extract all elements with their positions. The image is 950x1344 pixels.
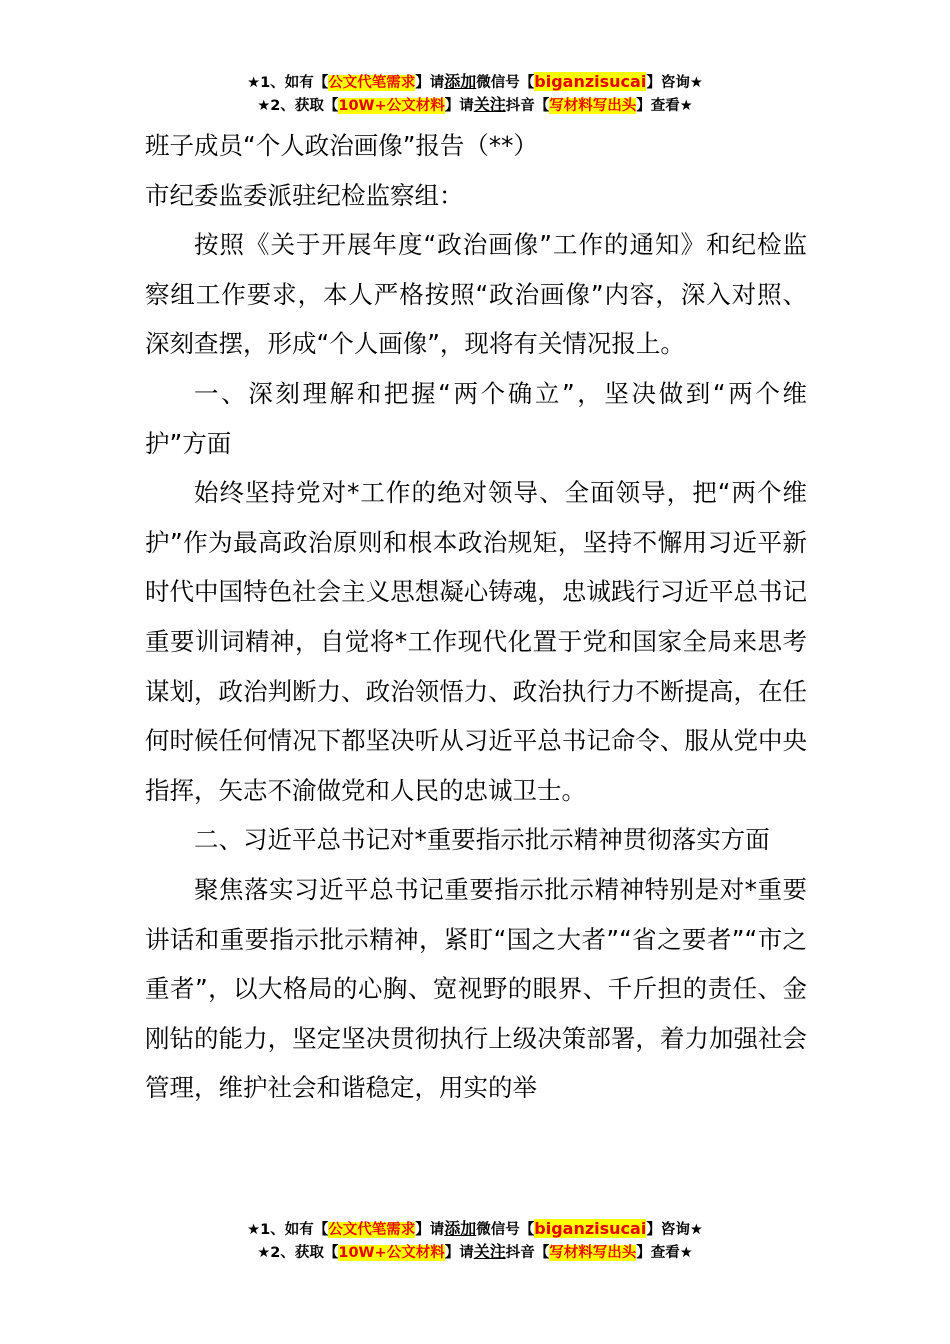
banner-line-1: ★1、如有【公文代笔需求】请添加微信号【biganzisucai】咨询★ xyxy=(247,1219,703,1238)
highlight-douyin: 写材料写出头 xyxy=(549,98,637,114)
intro-paragraph: 按照《关于开展年度“政治画像”工作的通知》和纪检监察组工作要求，本人严格按照“政治画像”内容，深入对照、深刻查摆，形成“个人画像”，现将有关情况报上。 xyxy=(145,230,807,359)
section-heading-1: 一、深刻理解和把握“两个确立”，坚决做到“两个维护”方面 xyxy=(145,378,807,458)
highlight-douyin: 写材料写出头 xyxy=(549,1245,637,1261)
addressee: 市纪委监委派驻纪检监察组： xyxy=(145,180,464,210)
highlight-materials: 10W+公文材料 xyxy=(338,98,445,114)
section-paragraph-1: 始终坚持党对*工作的绝对领导、全面领导，把“两个维护”作为最高政治原则和根本政治规矩，坚持不懈用习近平新时代中国特色社会主义思想凝心铸魂，忠诚践行习近平总书记重要训词精神，自觉将*工作现代化置于党和国家全局来思考谋划，政治判断力、政治领悟力、政治执行力不断提高，在任何时候任何情况下都坚决听从习近平总书记命令、服从党中央指挥，矢志不渝做党和人民的忠诚卫士。 xyxy=(145,478,807,805)
document-title: 班子成员“个人政治画像”报告（**） xyxy=(145,131,538,160)
banner-line-2: ★2、获取【10W+公文材料】请关注抖音【写材料写出头】查看★ xyxy=(257,95,693,114)
highlight-ghostwriting: 公文代笔需求 xyxy=(328,75,416,91)
section-paragraph-2: 聚焦落实习近平总书记重要指示批示精神特别是对*重要讲话和重要指示批示精神，紧盯“国之大者”“省之要者”“市之重者”，以大格局的心胸、宽视野的眼界、千斤担的责任、金刚钻的能力，坚定坚决贯彻执行上级决策部署，着力加强社会管理，维护社会和谐稳定，用实的举 xyxy=(145,874,807,1103)
highlight-wechat-id: biganzisucai xyxy=(534,1219,647,1238)
highlight-ghostwriting: 公文代笔需求 xyxy=(328,1222,416,1238)
banner-line-1: ★1、如有【公文代笔需求】请添加微信号【biganzisucai】咨询★ xyxy=(247,72,703,91)
highlight-materials: 10W+公文材料 xyxy=(338,1245,445,1261)
top-banner xyxy=(0,71,950,117)
highlight-wechat-id: biganzisucai xyxy=(534,72,647,91)
document-body xyxy=(145,121,807,1113)
section-heading-2: 二、习近平总书记对*重要指示批示精神贯彻落实方面 xyxy=(194,825,770,855)
bottom-banner xyxy=(0,1218,950,1264)
banner-line-2: ★2、获取【10W+公文材料】请关注抖音【写材料写出头】查看★ xyxy=(257,1242,693,1261)
